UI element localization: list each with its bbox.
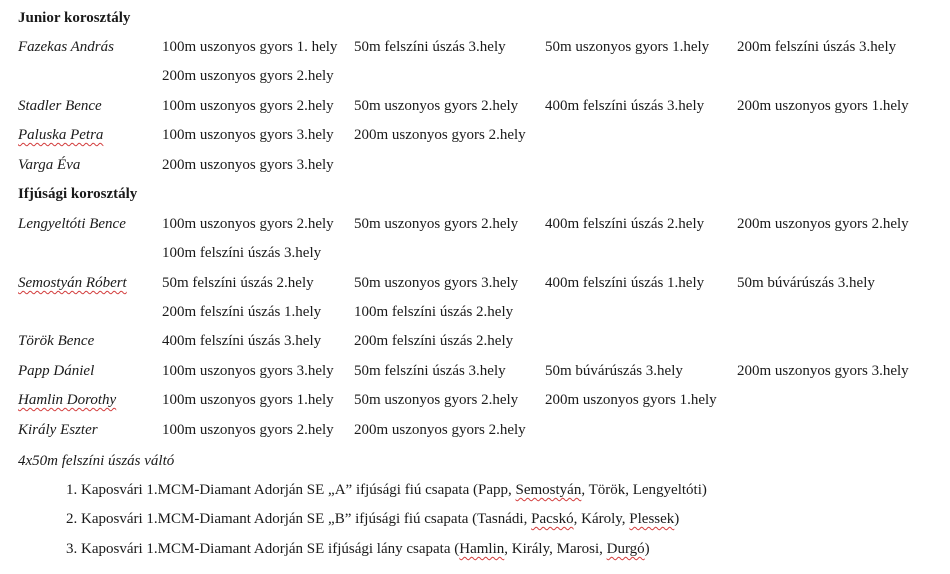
athlete-name: Stadler Bence bbox=[18, 98, 102, 114]
relay-item bbox=[66, 539, 650, 559]
relay-text: Kaposvári 1.MCM-Diamant Adorján SE „B” ifjúsági fiú csapata (Tasnádi, bbox=[81, 511, 532, 527]
result: 50m felszíni úszás 3.hely bbox=[354, 39, 506, 55]
result: 200m uszonyos gyors 2.hely bbox=[354, 422, 526, 438]
result: 400m felszíni úszás 3.hely bbox=[545, 98, 705, 114]
relay-number: 3. bbox=[66, 541, 78, 557]
result: 50m uszonyos gyors 3.hely bbox=[354, 275, 519, 291]
relay-number: 2. bbox=[66, 511, 78, 527]
result: 100m uszonyos gyors 3.hely bbox=[162, 127, 334, 143]
relay-text: ) bbox=[644, 541, 650, 557]
relay-item bbox=[66, 509, 679, 529]
relay-member: Plessek bbox=[629, 511, 675, 527]
relay-member: Hamlin bbox=[459, 541, 505, 557]
result: 50m uszonyos gyors 1.hely bbox=[545, 39, 710, 55]
result: 100m felszíni úszás 2.hely bbox=[354, 304, 514, 320]
result: 50m búvárúszás 3.hely bbox=[545, 363, 683, 379]
result: 100m uszonyos gyors 2.hely bbox=[162, 98, 334, 114]
result: 200m uszonyos gyors 1.hely bbox=[545, 392, 717, 408]
result: 200m uszonyos gyors 2.hely bbox=[737, 216, 909, 232]
athlete-name: Fazekas András bbox=[18, 39, 114, 55]
relay-text: , Károly, bbox=[573, 511, 630, 527]
junior-heading: Junior korosztály bbox=[18, 10, 131, 26]
result: 400m felszíni úszás 2.hely bbox=[545, 216, 705, 232]
result: 200m felszíni úszás 1.hely bbox=[162, 304, 322, 320]
result: 200m felszíni úszás 3.hely bbox=[737, 39, 897, 55]
result: 50m uszonyos gyors 2.hely bbox=[354, 216, 519, 232]
relay-text: Kaposvári 1.MCM-Diamant Adorján SE ifjúsági lány csapata ( bbox=[81, 541, 460, 557]
relay-title: 4x50m felszíni úszás váltó bbox=[18, 453, 175, 469]
relay-text: , Török, Lengyeltóti) bbox=[581, 482, 707, 498]
result: 50m felszíni úszás 2.hely bbox=[162, 275, 314, 291]
relay-text: , Király, Marosi, bbox=[504, 541, 607, 557]
athlete-name: Semostyán Róbert bbox=[18, 275, 127, 291]
youth-heading: Ifjúsági korosztály bbox=[18, 186, 138, 202]
athlete-name: Hamlin Dorothy bbox=[18, 392, 117, 408]
relay-text: ) bbox=[674, 511, 680, 527]
result: 100m uszonyos gyors 1.hely bbox=[162, 392, 334, 408]
result: 200m uszonyos gyors 1.hely bbox=[737, 98, 909, 114]
result: 50m uszonyos gyors 2.hely bbox=[354, 98, 519, 114]
relay-item bbox=[66, 480, 707, 500]
result: 200m uszonyos gyors 2.hely bbox=[162, 68, 334, 84]
athlete-name: Papp Dániel bbox=[18, 363, 95, 379]
result: 400m felszíni úszás 3.hely bbox=[162, 333, 322, 349]
athlete-name: Király Eszter bbox=[18, 422, 98, 438]
result: 50m uszonyos gyors 2.hely bbox=[354, 392, 519, 408]
result: 50m felszíni úszás 3.hely bbox=[354, 363, 506, 379]
result: 100m uszonyos gyors 2.hely bbox=[162, 422, 334, 438]
result: 50m búvárúszás 3.hely bbox=[737, 275, 875, 291]
athlete-name: Török Bence bbox=[18, 333, 95, 349]
result: 200m felszíni úszás 2.hely bbox=[354, 333, 514, 349]
athlete-name: Lengyeltóti Bence bbox=[18, 216, 126, 232]
result: 100m felszíni úszás 3.hely bbox=[162, 245, 322, 261]
relay-member: Semostyán bbox=[515, 482, 582, 498]
result: 100m uszonyos gyors 2.hely bbox=[162, 216, 334, 232]
result: 200m uszonyos gyors 3.hely bbox=[737, 363, 909, 379]
result: 200m uszonyos gyors 2.hely bbox=[354, 127, 526, 143]
relay-text: Kaposvári 1.MCM-Diamant Adorján SE „A” ifjúsági fiú csapata (Papp, bbox=[81, 482, 516, 498]
relay-number: 1. bbox=[66, 482, 78, 498]
relay-member: Pacskó bbox=[531, 511, 574, 527]
relay-member: Durgó bbox=[606, 541, 645, 557]
result: 100m uszonyos gyors 3.hely bbox=[162, 363, 334, 379]
athlete-name: Paluska Petra bbox=[18, 127, 104, 143]
result: 400m felszíni úszás 1.hely bbox=[545, 275, 705, 291]
result: 200m uszonyos gyors 3.hely bbox=[162, 157, 334, 173]
result: 100m uszonyos gyors 1. hely bbox=[162, 39, 338, 55]
athlete-name: Varga Éva bbox=[18, 157, 81, 173]
